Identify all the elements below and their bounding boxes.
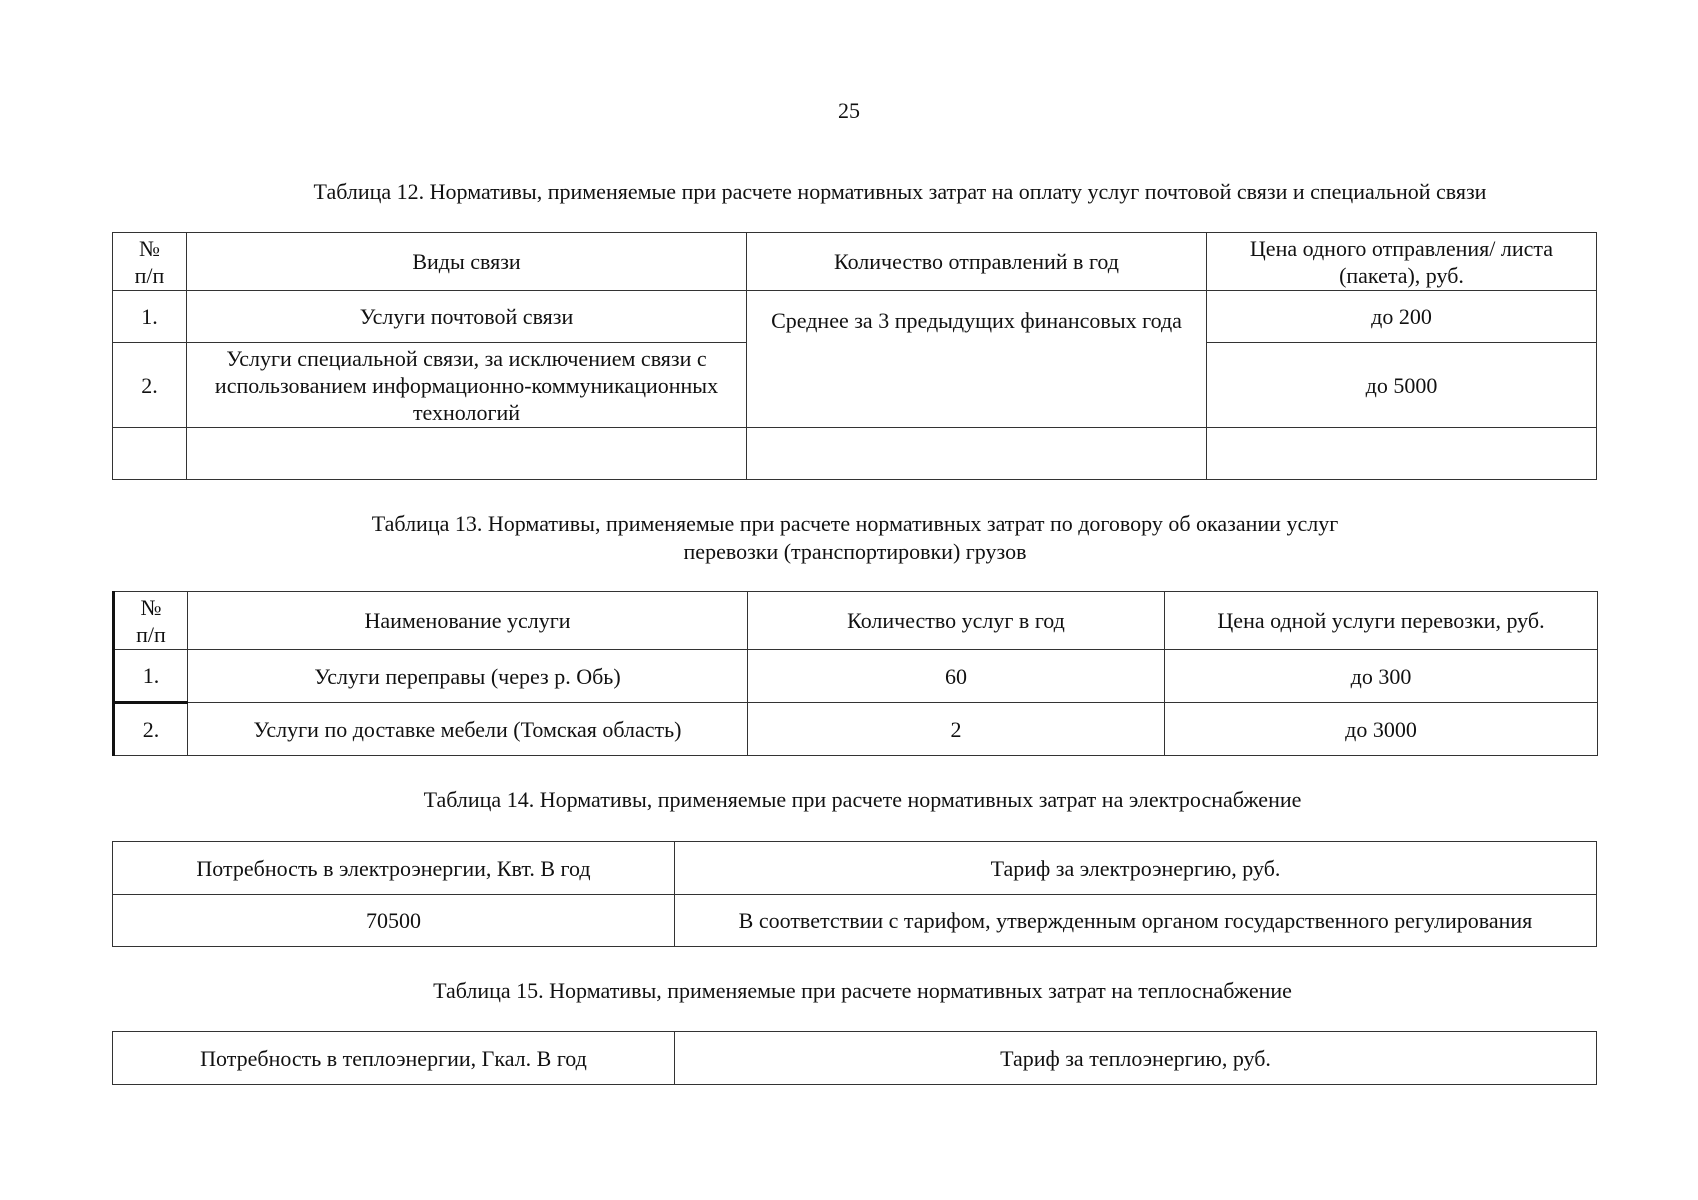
table-row — [113, 895, 1597, 947]
table-12 — [112, 232, 1597, 480]
row-type: Услуги специальной связи, за исключением связи с использованием информационно-коммуникационных технологий — [187, 343, 747, 428]
table-row — [114, 703, 1598, 756]
table-13 — [112, 591, 1598, 756]
table-12-header-price: Цена одного отправления/ листа (пакета), руб. — [1207, 233, 1597, 291]
table-12-header-row — [113, 233, 1597, 291]
empty-cell — [187, 428, 747, 480]
table-13-header-price: Цена одной услуги перевозки, руб. — [1165, 592, 1598, 650]
table-15-caption: Таблица 15. Нормативы, применяемые при расчете нормативных затрат на теплоснабжение — [433, 978, 1292, 1003]
num-abbrev: п/п — [134, 262, 165, 288]
table-13-header-row — [114, 592, 1598, 650]
row-name: Услуги переправы (через р. Обь) — [188, 650, 748, 703]
row-type: Услуги почтовой связи — [187, 291, 747, 343]
empty-cell — [113, 428, 187, 480]
table-13-caption-line2: перевозки (транспортировки) грузов — [683, 539, 1027, 564]
table-12-header-quantity: Количество отправлений в год — [747, 233, 1207, 291]
empty-row — [113, 428, 1597, 480]
shared-quantity: Среднее за 3 предыдущих финансовых года — [747, 291, 1207, 428]
row-num: 1. — [113, 291, 187, 343]
num-sign: № — [140, 594, 162, 620]
table-14-header-tariff: Тариф за электроэнергию, руб. — [675, 842, 1597, 895]
table-12-header-num — [113, 233, 187, 291]
row-price: до 300 — [1165, 650, 1598, 703]
row-num: 2. — [113, 343, 187, 428]
row-need: 70500 — [113, 895, 675, 947]
num-sign: № — [139, 235, 160, 261]
table-14-header-need: Потребность в электроэнергии, Квт. В год — [113, 842, 675, 895]
table-13-header-quantity: Количество услуг в год — [748, 592, 1165, 650]
table-13-header-name: Наименование услуги — [188, 592, 748, 650]
table-14-header-row — [113, 842, 1597, 895]
table-15-header-tariff: Тариф за теплоэнергию, руб. — [675, 1032, 1597, 1085]
row-price: до 3000 — [1165, 703, 1598, 756]
empty-cell — [747, 428, 1207, 480]
table-13-caption — [200, 510, 1510, 566]
table-14 — [112, 841, 1597, 947]
table-15-header-need: Потребность в теплоэнергии, Гкал. В год — [113, 1032, 675, 1085]
row-num: 1. — [114, 650, 188, 703]
num-abbrev: п/п — [136, 621, 166, 647]
empty-cell — [1207, 428, 1597, 480]
table-15 — [112, 1031, 1597, 1085]
table-13-caption-line1: Таблица 13. Нормативы, применяемые при расчете нормативных затрат по договору об оказании услуг — [371, 511, 1339, 536]
table-12-header-type: Виды связи — [187, 233, 747, 291]
row-num: 2. — [114, 703, 188, 756]
table-13-header-num — [114, 592, 188, 650]
page-number: 25 — [838, 98, 860, 123]
table-row — [114, 650, 1598, 703]
row-tariff: В соответствии с тарифом, утвержденным органом государственного регулирования — [675, 895, 1597, 947]
table-14-caption: Таблица 14. Нормативы, применяемые при расчете нормативных затрат на электроснабжение — [423, 787, 1302, 812]
row-name: Услуги по доставке мебели (Томская область) — [188, 703, 748, 756]
table-12-caption: Таблица 12. Нормативы, применяемые при расчете нормативных затрат на оплату услуг почтовой связи и специальной связи — [313, 179, 1487, 204]
row-price: до 5000 — [1207, 343, 1597, 428]
table-row — [113, 291, 1597, 343]
row-price: до 200 — [1207, 291, 1597, 343]
table-15-header-row — [113, 1032, 1597, 1085]
row-quantity: 2 — [748, 703, 1165, 756]
row-quantity: 60 — [748, 650, 1165, 703]
